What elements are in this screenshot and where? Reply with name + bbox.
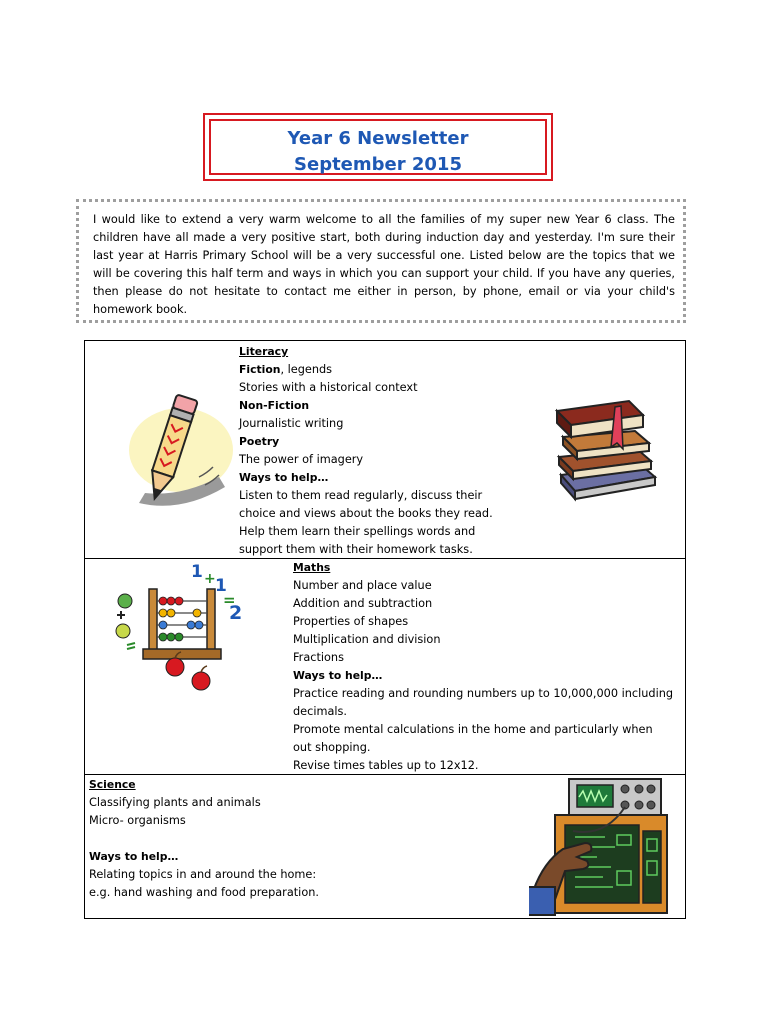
science-heading: Science <box>89 778 136 791</box>
math-sum-one-b: 1 <box>215 576 227 596</box>
science-ways-heading: Ways to help… <box>89 850 179 863</box>
literacy-ways-heading: Ways to help… <box>239 471 329 484</box>
fiction-detail: , legends <box>280 363 333 376</box>
literacy-help-line: Listen to them read regularly, discuss their <box>239 489 483 502</box>
science-help-line: Relating topics in and around the home: <box>89 868 317 881</box>
math-sum-equals: = <box>223 591 236 609</box>
literacy-help-line: choice and views about the books they read. <box>239 507 493 520</box>
fiction-label: Fiction <box>239 363 281 376</box>
maths-help-line: decimals. <box>293 705 348 718</box>
science-text <box>89 776 319 902</box>
pencil-icon <box>121 385 237 515</box>
science-topic: Classifying plants and animals <box>89 796 261 809</box>
science-topic: Micro- organisms <box>89 814 186 827</box>
title-inner-border <box>209 119 547 175</box>
maths-section <box>85 559 685 775</box>
literacy-section <box>85 341 685 559</box>
maths-text <box>293 559 673 775</box>
literacy-help-line: support them with their homework tasks. <box>239 543 473 556</box>
intro-box <box>76 199 686 323</box>
maths-topic: Multiplication and division <box>293 633 441 646</box>
maths-topic: Addition and subtraction <box>293 597 433 610</box>
nonfiction-label: Non-Fiction <box>239 399 310 412</box>
maths-help-line: Promote mental calculations in the home and particularly when <box>293 723 653 736</box>
newsletter-date: September 2015 <box>294 154 462 175</box>
math-sum-one-a: 1 <box>191 562 203 582</box>
title-box <box>203 113 553 181</box>
literacy-text <box>239 343 493 559</box>
math-sum-two: 2 <box>229 602 243 624</box>
poetry-label: Poetry <box>239 435 280 448</box>
maths-heading: Maths <box>293 561 331 574</box>
intro-text: I would like to extend a very warm welcome to all the families of my super new Year 6 class. The children have all made a very positive start, both during induction day and yesterday. I'm sure their last year at Harris Primary School will be a very successful one. Listed below are the topics that we will be covering this half term and ways in which you can support your child. If you have any queries, then please do not hesitate to contact me either in person, by phone, email or via your child's homework book. <box>93 213 675 316</box>
math-sum-plus: + <box>204 571 216 587</box>
literacy-topic-journalistic: Journalistic writing <box>239 417 344 430</box>
maths-help-line: Practice reading and rounding numbers up to 10,000,000 including <box>293 687 674 700</box>
science-help-line: e.g. hand washing and food preparation. <box>89 886 319 899</box>
maths-help-line: out shopping. <box>293 741 371 754</box>
literacy-help-line: Help them learn their spellings words and <box>239 525 476 538</box>
maths-ways-heading: Ways to help… <box>293 669 383 682</box>
topics-table <box>84 340 686 919</box>
books-icon <box>551 391 663 503</box>
maths-topic: Properties of shapes <box>293 615 409 628</box>
science-section <box>85 775 685 919</box>
literacy-topic-imagery: The power of imagery <box>239 453 364 466</box>
newsletter-title: Year 6 Newsletter <box>287 128 469 149</box>
literacy-heading: Literacy <box>239 345 289 358</box>
abacus-icon <box>111 561 251 693</box>
maths-topic: Number and place value <box>293 579 432 592</box>
literacy-topic-stories: Stories with a historical context <box>239 381 418 394</box>
science-equipment-icon <box>529 775 675 917</box>
maths-help-line: Revise times tables up to 12x12. <box>293 759 479 772</box>
maths-topic: Fractions <box>293 651 344 664</box>
